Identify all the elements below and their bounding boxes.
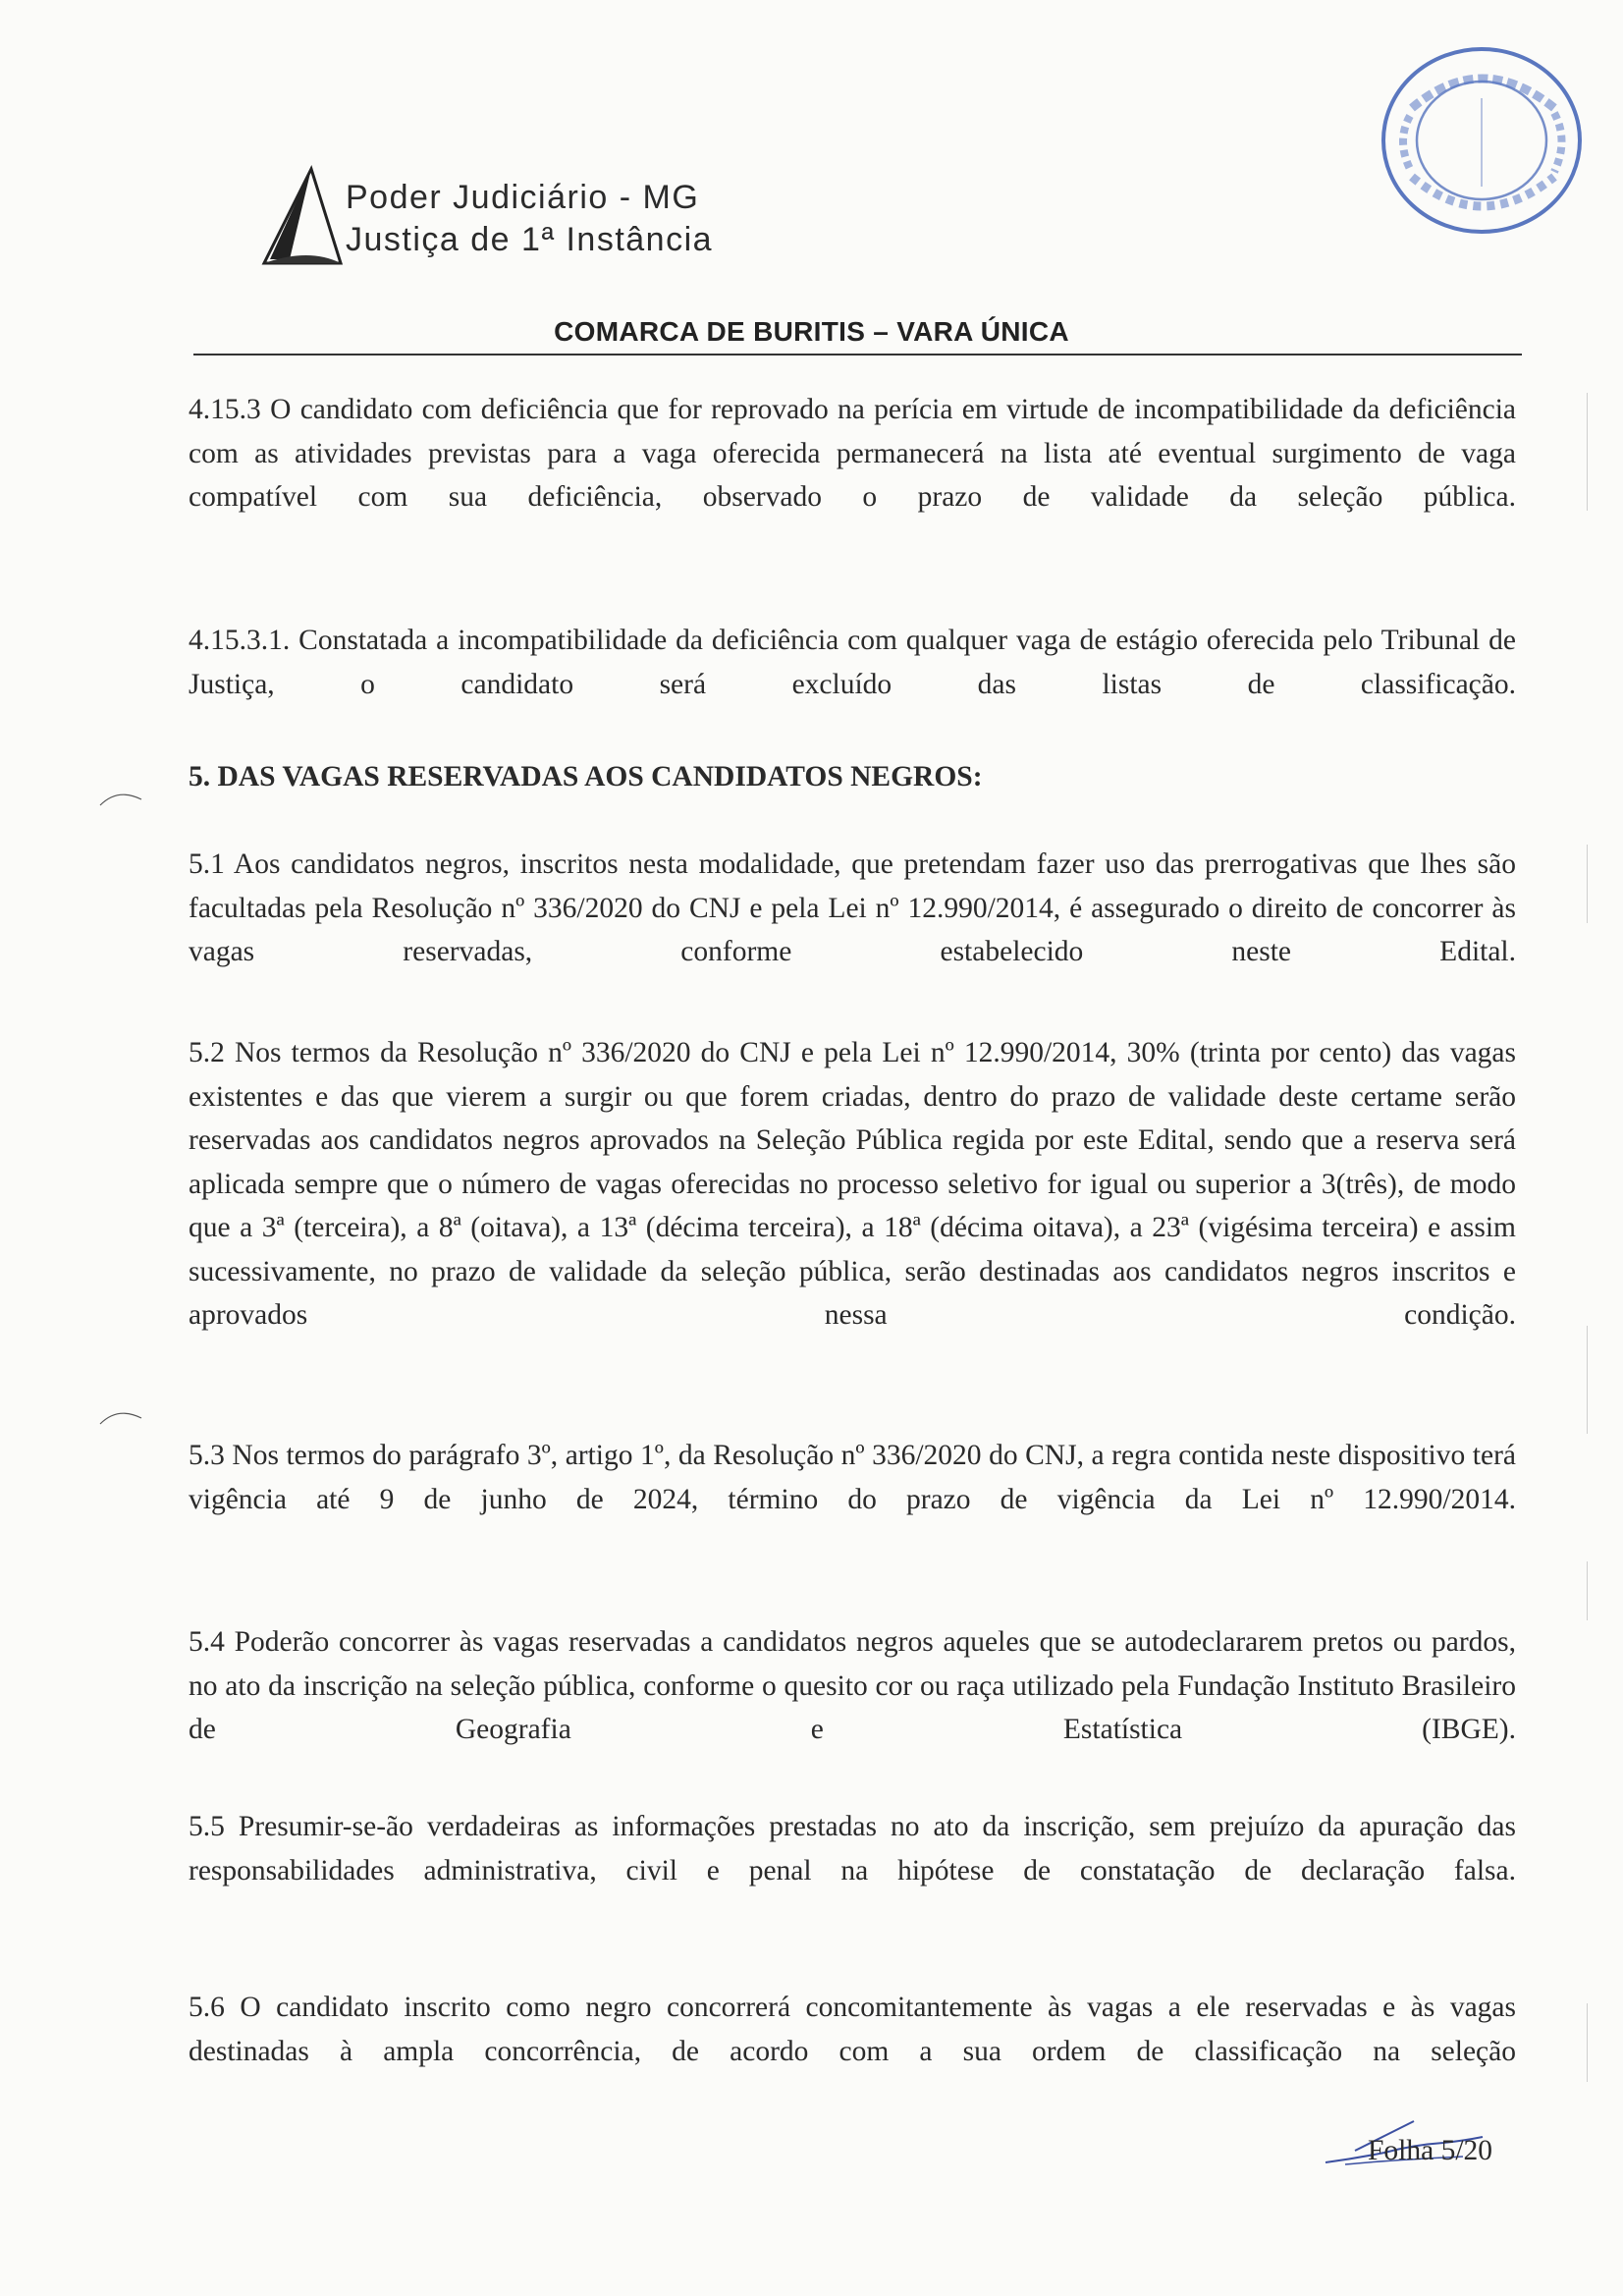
section-heading-5: 5. DAS VAGAS RESERVADAS AOS CANDIDATOS NEGROS: bbox=[189, 761, 983, 793]
scan-line bbox=[1587, 2003, 1588, 2082]
paragraph-5-5: 5.5 Presumir-se-ão verdadeiras as informações prestadas no ato da inscrição, sem prejuízo da apuração das responsabilidades administrativa, civil e penal na hipótese de constatação de declaração falsa. bbox=[189, 1811, 1516, 1886]
paragraph-5-1: 5.1 Aos candidatos negros, inscritos nesta modalidade, que pretendam fazer uso das prerrogativas que lhes são facultadas pela Resolução nº 336/2020 do CNJ e pela Lei nº 12.990/2014, é assegurado o direito de concorrer às vagas reservadas, conforme estabelecido neste Edital. bbox=[189, 848, 1516, 967]
paragraph-4-15-3: 4.15.3 O candidato com deficiência que for reprovado na perícia em virtude de incompatibilidade da deficiência com as atividades previstas para a vaga oferecida permanecerá na lista até eventual surgimento de vaga compatível com sua deficiência, observado o prazo de validade da seleção pública. bbox=[189, 394, 1516, 513]
org-header bbox=[346, 177, 713, 261]
margin-punch-mark bbox=[98, 786, 143, 809]
official-stamp bbox=[1373, 39, 1591, 242]
org-line-1: Poder Judiciário - MG bbox=[346, 179, 700, 216]
header-divider bbox=[193, 354, 1522, 355]
scan-line bbox=[1587, 1561, 1588, 1620]
margin-punch-mark bbox=[98, 1404, 143, 1428]
org-line-2: Justiça de 1ª Instância bbox=[346, 221, 714, 258]
paragraph-5-3: 5.3 Nos termos do parágrafo 3º, artigo 1º, da Resolução nº 336/2020 do CNJ, a regra contida neste dispositivo terá vigência até 9 de junho de 2024, término do prazo de vigência da Lei nº 12.990/2014. bbox=[189, 1440, 1516, 1515]
scan-line bbox=[1587, 1326, 1588, 1434]
paragraph-5-6: 5.6 O candidato inscrito como negro concorrerá concomitantemente às vagas a ele reservadas e às vagas destinadas à ampla concorrência, de acordo com a sua ordem de classificação na seleção bbox=[189, 1992, 1516, 2067]
paragraph-4-15-3-1: 4.15.3.1. Constatada a incompatibilidade da deficiência com qualquer vaga de estágio oferecida pelo Tribunal de Justiça, o candidato será excluído das listas de classificação. bbox=[189, 625, 1516, 700]
comarca-title: COMARCA DE BURITIS – VARA ÚNICA bbox=[554, 316, 1069, 347]
page-number: Folha 5/20 bbox=[1368, 2135, 1493, 2166]
scan-line bbox=[1587, 393, 1588, 511]
scan-line bbox=[1587, 845, 1588, 923]
paragraph-5-4: 5.4 Poderão concorrer às vagas reservadas a candidatos negros aqueles que se autodeclararem pretos ou pardos, no ato da inscrição na seleção pública, conforme o quesito cor ou raça utilizado pela Fundação Instituto Brasileiro de Geografia e Estatística (IBGE). bbox=[189, 1626, 1516, 1745]
paragraph-5-2: 5.2 Nos termos da Resolução nº 336/2020 do CNJ e pela Lei nº 12.990/2014, 30% (trinta por cento) das vagas existentes e das que vierem a surgir ou que forem criadas, dentro do prazo de validade deste certame serão reservadas aos candidatos negros aprovados na Seleção Pública regida por este Edital, sendo que a reserva será aplicada sempre que o número de vagas oferecidas no processo seletivo for igual ou superior a 3(três), de modo que a 3ª (terceira), a 8ª (oitava), a 13ª (décima terceira), a 18ª (décima oitava), a 23ª (vigésima terceira) e assim sucessivamente, no prazo de validade da seleção pública, serão destinadas aos candidatos negros inscritos e aprovados nessa condição. bbox=[189, 1037, 1516, 1331]
